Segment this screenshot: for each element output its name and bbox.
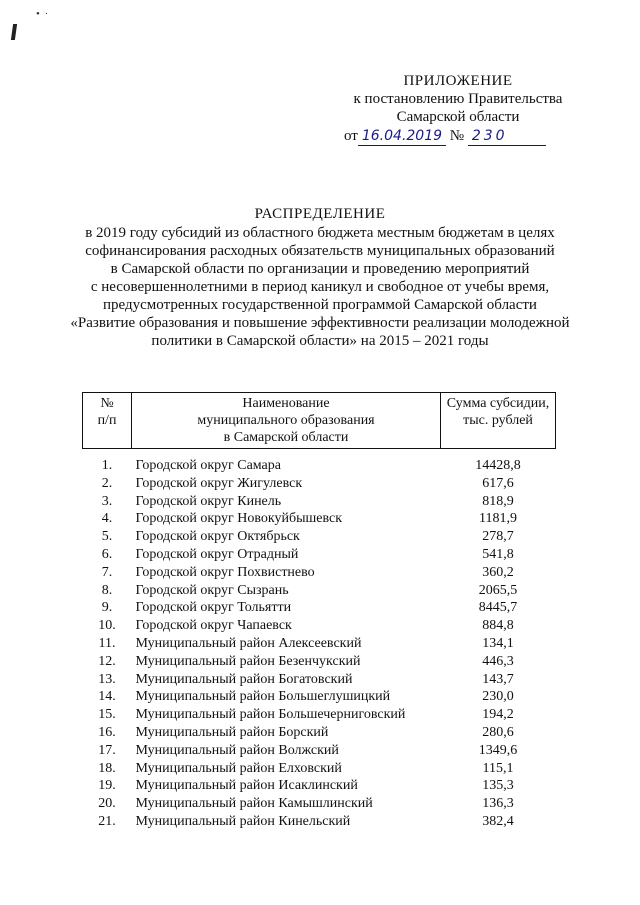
row-name: Городской округ Октябрьск (135, 529, 300, 545)
table-row (83, 528, 556, 546)
row-sum: 382,4 (482, 813, 514, 829)
appendix-line-region: Самарской области (396, 109, 520, 125)
row-sum: 14428,8 (475, 458, 521, 473)
table-row (83, 546, 556, 564)
table-spacer (83, 449, 556, 458)
header-sum-line: тыс. рублей (463, 413, 533, 428)
table-row (83, 493, 556, 511)
row-name: Муниципальный район Богатовский (135, 671, 353, 687)
row-sum: 194,2 (482, 707, 514, 723)
table-row (83, 813, 556, 831)
row-name: Муниципальный район Алексеевский (135, 635, 362, 651)
table-row (83, 564, 556, 582)
row-name: Муниципальный район Борский (135, 724, 329, 740)
row-name: Муниципальный район Безенчукский (135, 653, 361, 669)
row-sum: 135,3 (482, 778, 514, 794)
heading-title: РАСПРЕДЕЛЕНИЕ (254, 206, 386, 222)
heading-line: в Самарской области по организации и проведению мероприятий (110, 261, 530, 277)
heading-line: предусмотренных государственной программой Самарской области (103, 297, 537, 313)
row-number: 4. (101, 511, 113, 527)
appendix-dateline (344, 127, 578, 146)
row-name: Муниципальный район Камышлинский (135, 796, 373, 812)
table-row (83, 617, 556, 635)
row-name: Муниципальный район Большечерниговский (135, 707, 406, 723)
document-heading (60, 205, 580, 350)
heading-line: политики в Самарской области» на 2015 – 2021 годы (151, 333, 489, 349)
row-number: 10. (98, 618, 116, 634)
table-row (83, 688, 556, 706)
row-sum: 446,3 (482, 653, 514, 669)
row-number: 21. (98, 813, 116, 829)
appendix-block (338, 72, 578, 146)
row-number: 17. (98, 742, 116, 758)
row-name: Городской округ Жигулевск (135, 475, 303, 491)
row-number: 8. (101, 582, 113, 598)
table-row (83, 724, 556, 742)
table-row (83, 795, 556, 813)
heading-line: в 2019 году субсидий из областного бюджета местным бюджетам в целях (85, 225, 555, 241)
appendix-line-decree: к постановлению Правительства (353, 91, 563, 107)
header-name (132, 393, 441, 449)
row-number: 16. (98, 724, 116, 740)
table-row (83, 777, 556, 795)
spacer-cell (83, 449, 556, 458)
row-sum: 2065,5 (478, 582, 518, 598)
scan-tick-mark (11, 24, 17, 40)
row-sum: 360,2 (482, 564, 514, 580)
subsidy-table (82, 392, 556, 831)
table-row (83, 706, 556, 724)
row-number: 3. (101, 493, 113, 509)
table-row (83, 457, 556, 475)
row-number: 14. (98, 689, 116, 705)
row-number: 13. (98, 671, 116, 687)
row-name: Муниципальный район Елховский (135, 760, 342, 776)
row-number: 7. (101, 564, 113, 580)
row-number: 5. (101, 529, 113, 545)
header-name-line: муниципального образования (197, 413, 375, 428)
row-sum: 818,9 (482, 493, 514, 509)
row-sum: 136,3 (482, 796, 514, 812)
table-row (83, 582, 556, 600)
header-name-line: Наименование (242, 396, 330, 411)
header-num (83, 393, 132, 449)
date-prefix: от (344, 128, 358, 144)
row-sum: 115,1 (482, 760, 514, 776)
row-sum: 1181,9 (479, 511, 517, 527)
header-sum-line: Сумма субсидии, (446, 396, 550, 411)
row-sum: 884,8 (482, 618, 514, 634)
row-sum: 143,7 (482, 671, 514, 687)
table-header-row (83, 393, 556, 449)
row-sum: 1349,6 (478, 742, 518, 758)
header-sum (441, 393, 556, 449)
table-row (83, 742, 556, 760)
scan-speck-mark: • · (36, 8, 50, 20)
heading-line: софинансирования расходных обязательств муниципальных образований (85, 243, 555, 259)
row-number: 18. (98, 760, 116, 776)
row-number: 1. (101, 458, 113, 473)
row-number: 19. (98, 778, 116, 794)
header-name-line: в Самарской области (223, 430, 349, 445)
row-sum: 230,0 (482, 689, 514, 705)
row-sum: 278,7 (482, 529, 514, 545)
row-number: 20. (98, 796, 116, 812)
row-name: Муниципальный район Кинельский (135, 813, 351, 829)
row-name: Городской округ Похвистнево (135, 564, 315, 580)
handwritten-number: 230 (468, 127, 546, 146)
row-number: 11. (98, 635, 116, 651)
heading-line: с несовершеннолетними в период каникул и свободное от учебы время, (90, 279, 550, 295)
table-row (83, 635, 556, 653)
row-name: Городской округ Отрадный (135, 546, 299, 562)
row-sum: 541,8 (482, 546, 514, 562)
row-name: Муниципальный район Исаклинский (135, 778, 358, 794)
heading-line: «Развитие образования и повышение эффективности реализации молодежной (70, 315, 570, 331)
row-number: 9. (101, 600, 113, 616)
row-sum: 8445,7 (478, 600, 518, 616)
row-name: Городской округ Самара (135, 458, 281, 473)
table-row (83, 510, 556, 528)
number-prefix: № (449, 128, 465, 144)
row-name: Муниципальный район Большеглушицкий (135, 689, 391, 705)
appendix-title: ПРИЛОЖЕНИЕ (403, 73, 513, 89)
row-name: Городской округ Чапаевск (135, 618, 292, 634)
row-name: Городской округ Сызрань (135, 582, 289, 598)
row-number: 12. (98, 653, 116, 669)
table-row (83, 760, 556, 778)
table-row (83, 475, 556, 493)
row-sum: 617,6 (482, 475, 514, 491)
row-number: 6. (101, 546, 113, 562)
row-name: Городской округ Кинель (135, 493, 282, 509)
table-row (83, 599, 556, 617)
row-sum: 280,6 (482, 724, 514, 740)
row-number: 15. (98, 707, 116, 723)
table-row (83, 653, 556, 671)
header-num-line: № (100, 396, 114, 411)
header-num-line: п/п (97, 413, 117, 428)
row-name: Городской округ Новокуйбышевск (135, 511, 343, 527)
row-sum: 134,1 (482, 635, 514, 651)
table-row (83, 671, 556, 689)
row-number: 2. (101, 475, 113, 491)
row-name: Муниципальный район Волжский (135, 742, 339, 758)
handwritten-date: 16.04.2019 (358, 127, 446, 146)
row-name: Городской округ Тольятти (135, 600, 292, 616)
